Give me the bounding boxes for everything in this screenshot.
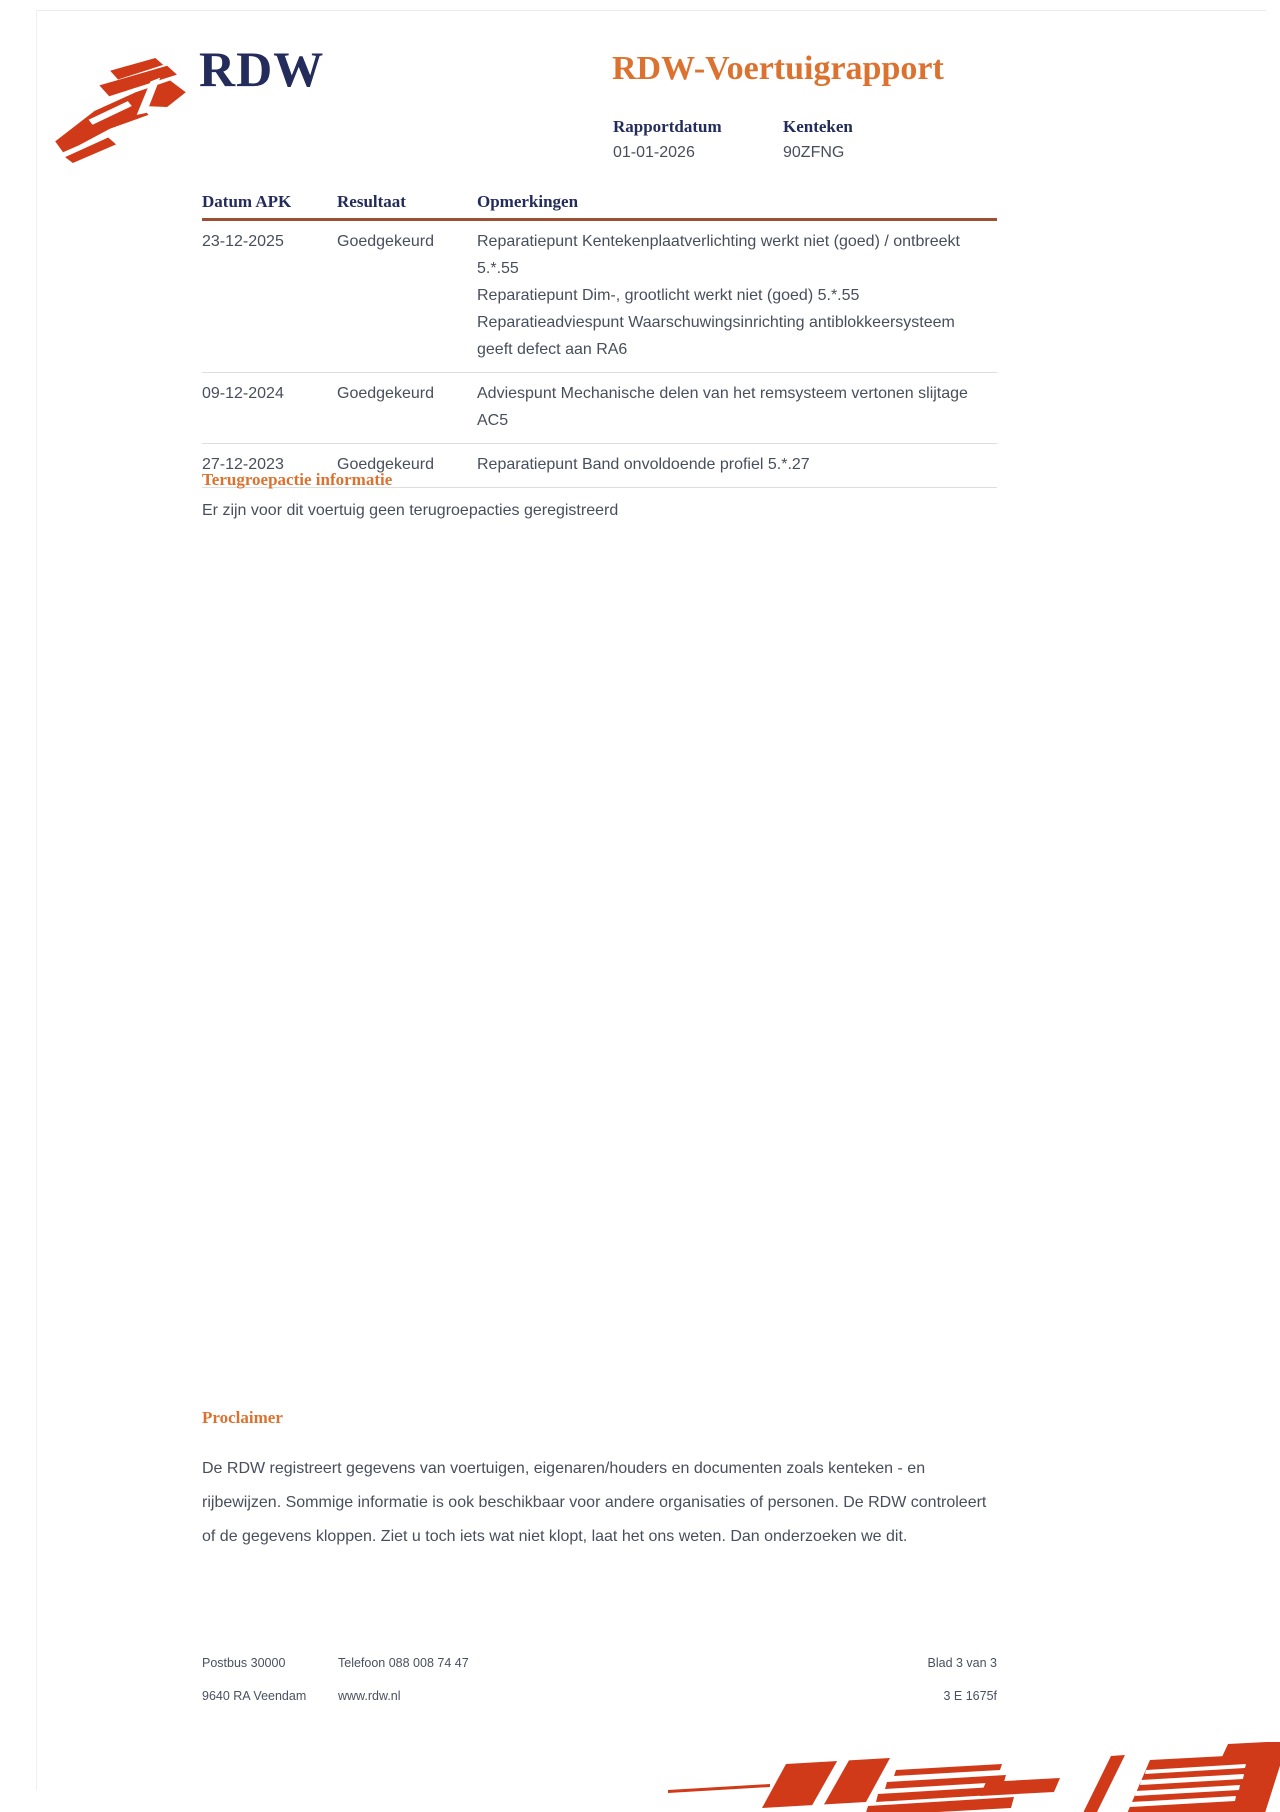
page-footer bbox=[202, 1656, 997, 1722]
footer-website: www.rdw.nl bbox=[338, 1689, 401, 1703]
remark-line: Reparatiepunt Band onvoldoende profiel 5.*.27 bbox=[477, 456, 810, 473]
wing-pattern-graphic bbox=[668, 1742, 1280, 1812]
footer-page-indicator: Blad 3 van 3 bbox=[927, 1656, 997, 1670]
apk-result-cell: Goedgekeurd bbox=[337, 444, 477, 488]
column-header-date: Datum APK bbox=[202, 192, 337, 220]
footer-postbus: Postbus 30000 bbox=[202, 1656, 286, 1670]
apk-date-cell: 09-12-2024 bbox=[202, 373, 337, 444]
apk-date-cell: 27-12-2023 bbox=[202, 444, 337, 488]
table-row bbox=[202, 220, 997, 373]
recall-section bbox=[202, 470, 997, 520]
scan-edge-line bbox=[36, 10, 1266, 11]
footer-phone: Telefoon 088 008 74 47 bbox=[338, 1656, 469, 1670]
proclaimer-heading: Proclaimer bbox=[202, 1408, 283, 1427]
column-header-result: Resultaat bbox=[337, 192, 477, 220]
license-plate-label: Kenteken bbox=[783, 117, 853, 136]
report-meta bbox=[613, 117, 853, 162]
footer-city: 9640 RA Veendam bbox=[202, 1689, 307, 1703]
remark-line: Reparatieadviespunt Waarschuwingsinrichting antiblokkeersysteem geeft defect aan RA6 bbox=[477, 314, 955, 358]
column-header-remarks: Opmerkingen bbox=[477, 192, 997, 220]
apk-result-cell: Goedgekeurd bbox=[337, 220, 477, 373]
apk-history-table bbox=[202, 192, 997, 488]
report-date-label: Rapportdatum bbox=[613, 117, 722, 136]
license-plate-value: 90ZFNG bbox=[783, 144, 845, 161]
document-title: RDW-Voertuigrapport bbox=[612, 50, 944, 87]
footer-doc-code: 3 E 1675f bbox=[943, 1689, 997, 1703]
apk-remarks-cell bbox=[477, 373, 997, 444]
scan-edge-line bbox=[36, 10, 37, 1790]
remark-line: Reparatiepunt Kentekenplaatverlichting werkt niet (goed) / ontbreekt 5.*.55 bbox=[477, 233, 960, 277]
recall-section-text: Er zijn voor dit voertuig geen terugroepacties geregistreerd bbox=[202, 502, 619, 519]
apk-remarks-cell bbox=[477, 220, 997, 373]
remark-line: Adviespunt Mechanische delen van het remsysteem vertonen slijtage AC5 bbox=[477, 385, 968, 429]
recall-section-heading: Terugroepactie informatie bbox=[202, 470, 393, 489]
remark-line: Reparatiepunt Dim-, grootlicht werkt niet (goed) 5.*.55 bbox=[477, 287, 860, 304]
proclaimer-text: De RDW registreert gegevens van voertuigen, eigenaren/houders en documenten zoals kenteken - en rijbewijzen. Sommige informatie is ook beschikbaar voor andere organisaties of personen. De RDW controleert of de gegevens kloppen. Ziet u toch iets wat niet klopt, laat het ons weten. Dan onderzoeken we dit. bbox=[202, 1460, 987, 1545]
apk-date-cell: 23-12-2025 bbox=[202, 220, 337, 373]
apk-result-cell: Goedgekeurd bbox=[337, 373, 477, 444]
proclaimer-section bbox=[202, 1408, 997, 1554]
table-row bbox=[202, 373, 997, 444]
report-date-value: 01-01-2026 bbox=[613, 144, 695, 161]
rdw-eagle-logo-icon bbox=[50, 55, 190, 163]
rdw-logo-text: RDW bbox=[199, 41, 325, 97]
